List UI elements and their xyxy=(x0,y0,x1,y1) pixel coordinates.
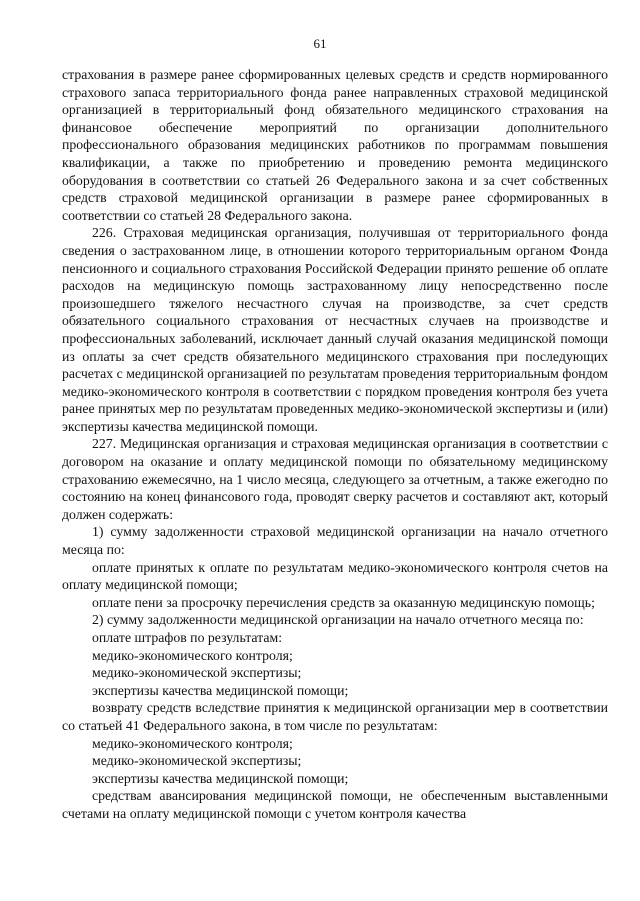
sub-item-payment-accepted: оплате принятых к оплате по результатам медико-экономического контроля счетов на оплату медицинской помощи; xyxy=(62,559,608,593)
list-item-1: 1) сумму задолженности страховой медицинской организации на начало отчетного месяца по: xyxy=(62,524,608,558)
sub-item-refund: возврату средств вследствие принятия к медицинской организации мер в соответствии со статьей 41 Федерального закона, в том числе по результатам: xyxy=(62,700,608,733)
page-number: 61 xyxy=(313,36,327,51)
sub-item-ekmp-1: экспертизы качества медицинской помощи; xyxy=(92,682,349,698)
list-item-2: 2) сумму задолженности медицинской организации на начало отчетного месяца по: xyxy=(92,612,584,628)
sub-item-penalty: оплате пени за просрочку перечисления средств за оказанную медицинскую помощь; xyxy=(92,594,595,610)
sub-item-advance: средствам авансирования медицинской помощи, не обеспеченным выставленными счетами на оплату медицинской помощи с учетом контроля качества xyxy=(62,788,608,821)
sub-item-mee-1: медико-экономической экспертизы; xyxy=(92,665,302,681)
sub-item-mek-2: медико-экономического контроля; xyxy=(92,735,293,751)
paragraph-227: 227. Медицинская организация и страховая медицинская организация в соответствии с договором на оказание и оплату медицинской помощи по обязательному медицинскому страхованию ежемесячно, на 1 число месяца, следующего за отчетным, а также ежегодно по состоянию на конец финансового года, проводят сверку расчетов и составляют акт, который должен содержать: xyxy=(62,436,608,522)
sub-item-mee-2: медико-экономической экспертизы; xyxy=(92,753,302,769)
sub-item-mek-1: медико-экономического контроля; xyxy=(92,647,293,663)
paragraph-226: 226. Страховая медицинская организация, получившая от территориального фонда сведения о застрахованном лице, в отношении которого территориальным органом Фонда пенсионного и социального страхования Российской Федерации принято решение об оплате расходов на медицинскую помощь застрахованному лицу непосредственно после произошедшего тяжелого несчастного случая на производстве, за счет средств обязательного социального страхования от несчастных случаев на производстве и профессиональных заболеваний, исключает данный случай оказания медицинской помощи из оплаты за счет средств обязательного медицинского страхования при последующих расчетах с медицинской организацией по результатам проведения территориальным фондом медико-экономического контроля в соответствии с порядком проведения контроля без учета ранее принятых мер по результатам проведенных медико-экономической экспертизы и (или) экспертизы качества медицинской помощи. xyxy=(62,225,608,434)
document-body xyxy=(62,66,608,823)
paragraph-continuation: страхования в размере ранее сформированных целевых средств и средств нормированного страхового запаса территориального фонда ранее направленных страховой медицинской организацией в территориальный фонд обязательного медицинского страхования на финансовое обеспечение мероприятий по организации дополнительного профессионального образования медицинских работников по программам повышения квалификации, а также по приобретению и проведению ремонта медицинского оборудования в соответствии со статьей 26 Федерального закона и за счет собственных средств страховой медицинской организации в размере ранее сформированных в соответствии со статьей 28 Федерального закона. xyxy=(62,67,608,223)
sub-item-fines: оплате штрафов по результатам: xyxy=(92,630,283,645)
sub-item-ekmp-2: экспертизы качества медицинской помощи; xyxy=(92,770,349,786)
